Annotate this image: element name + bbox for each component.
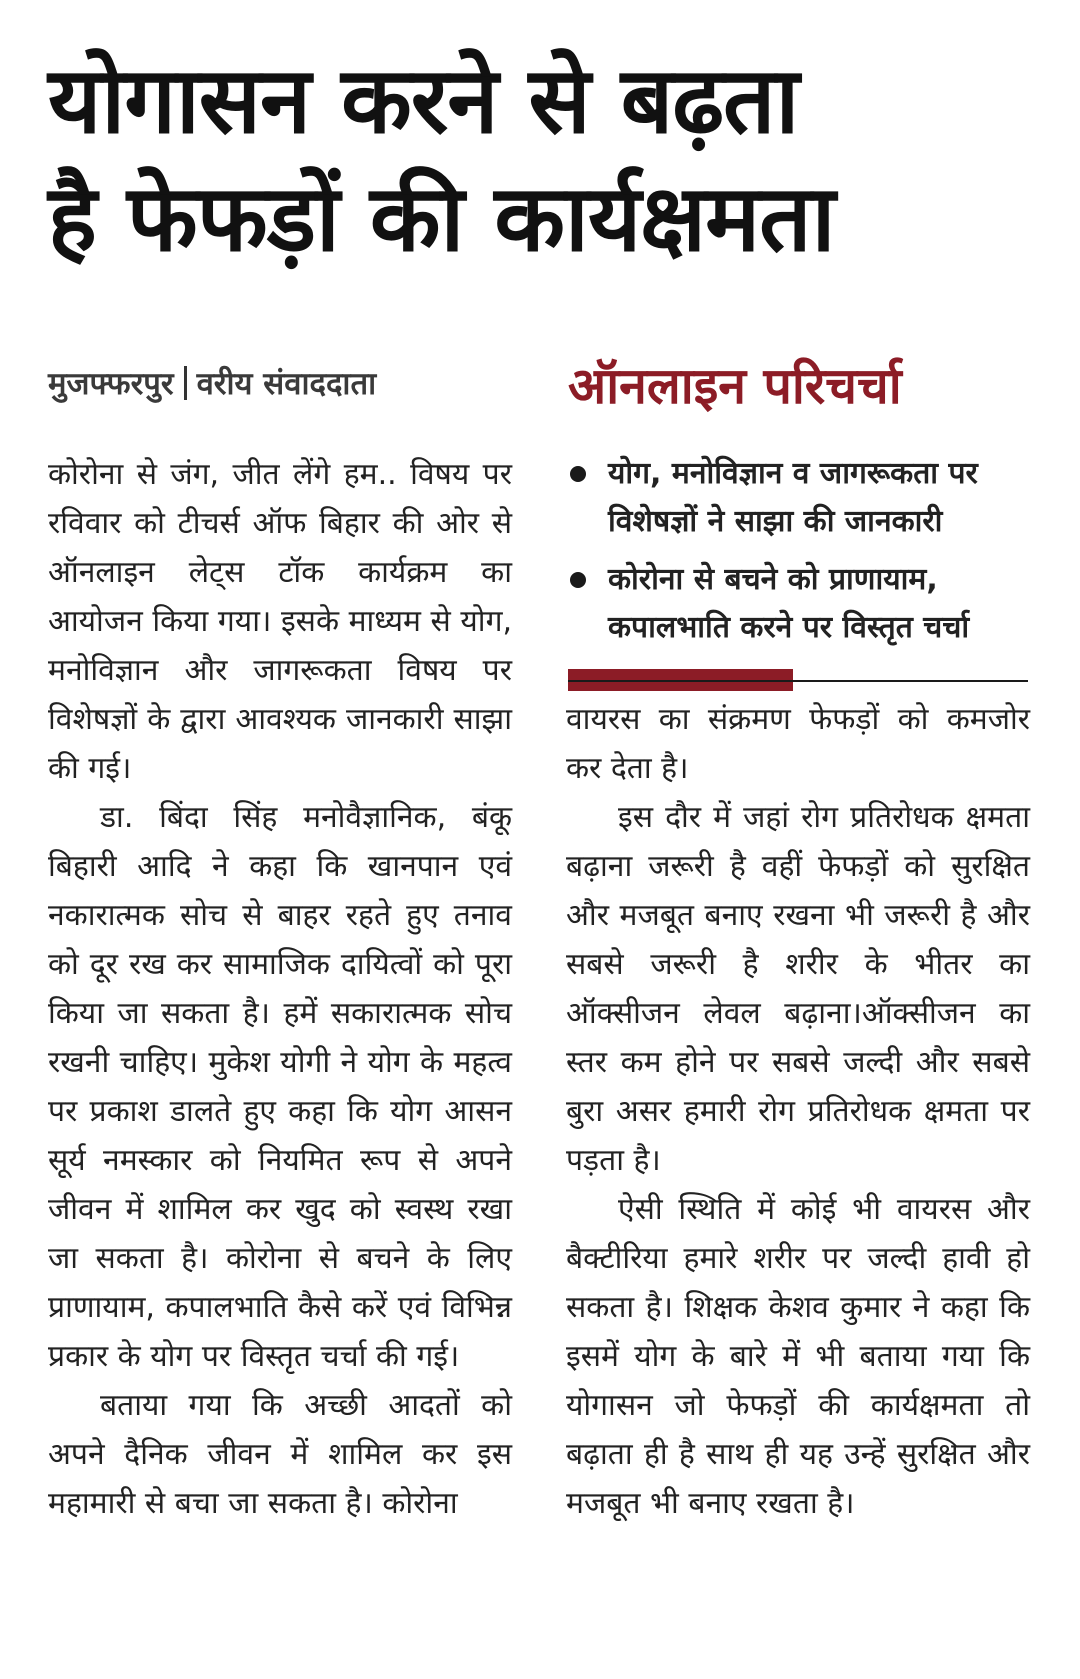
section-divider bbox=[568, 680, 1028, 682]
body-paragraph: डा. बिंदा सिंह मनोवैज्ञानिक, बंकू बिहारी आदि ने कहा कि खानपान एवं नकारात्मक सोच से बाहर रहते हुए तनाव को दूर रख कर सामाजिक दायित्वों को पूरा किया जा सकता है। हमें सकारात्मक सोच रखनी चाहिए। मुकेश योगी ने योग के महत्व पर प्रकाश डालते हुए कहा कि योग आसन सूर्य नमस्कार को नियमित रूप से अपने जीवन में शामिल कर खुद को स्वस्थ रखा जा सकता है। कोरोना से बचने के लिए प्राणायाम, कपालभाति कैसे करें एवं विभिन्न प्रकार के योग पर विस्तृत चर्चा की गई। bbox=[48, 800, 512, 1374]
bullet-icon bbox=[570, 466, 586, 482]
section-label: ऑनलाइन परिचर्चा bbox=[568, 357, 902, 415]
highlights-list bbox=[568, 450, 1046, 662]
body-paragraph: कोरोना से जंग, जीत लेंगे हम.. विषय पर रविवार को टीचर्स ऑफ बिहार की ओर से ऑनलाइन लेट्स टॉक कार्यक्रम का आयोजन किया गया। इसके माध्यम से योग, मनोविज्ञान और जागरूकता विषय पर विशेषज्ञों के द्वारा आवश्यक जानकारी साझा की गई। bbox=[48, 457, 512, 786]
highlight-text: योग, मनोविज्ञान व जागरूकता पर विशेषज्ञों ने साझा की जानकारी bbox=[608, 456, 978, 539]
right-column bbox=[566, 695, 1030, 1528]
headline-line-2: है फेफड़ों की कार्यक्षमता bbox=[48, 164, 835, 272]
headline bbox=[48, 42, 1048, 278]
body-paragraph: ऐसी स्थिति में कोई भी वायरस और बैक्टीरिया हमारे शरीर पर जल्दी हावी हो सकता है। शिक्षक केशव कुमार ने कहा कि इसमें योग के बारे में भी बताया गया कि योगासन जो फेफड़ों की कार्यक्षमता तो बढ़ाता ही है साथ ही यह उन्हें सुरक्षित और मजबूत भी बनाए रखता है। bbox=[566, 1192, 1030, 1521]
dateline: मुजफ्फरपुर bbox=[48, 366, 174, 402]
headline-line-1: योगासन करने से बढ़ता bbox=[48, 47, 799, 154]
left-column bbox=[48, 450, 512, 1528]
highlight-text: कोरोना से बचने को प्राणायाम, कपालभाति करने पर विस्तृत चर्चा bbox=[608, 562, 970, 645]
byline-separator bbox=[184, 366, 187, 400]
body-paragraph: बताया गया कि अच्छी आदतों को अपने दैनिक जीवन में शामिल कर इस महामारी से बचा जा सकता है। कोरोना bbox=[48, 1388, 512, 1521]
highlight-item bbox=[568, 450, 1046, 546]
byline bbox=[48, 362, 528, 404]
body-paragraph: वायरस का संक्रमण फेफड़ों को कमजोर कर देता है। bbox=[566, 702, 1030, 786]
bullet-icon bbox=[570, 572, 586, 588]
reporter: वरीय संवाददाता bbox=[196, 366, 377, 402]
highlight-item bbox=[568, 556, 1046, 652]
body-paragraph: इस दौर में जहां रोग प्रतिरोधक क्षमता बढ़ाना जरूरी है वहीं फेफड़ों को सुरक्षित और मजबूत बनाए रखना भी जरूरी है और सबसे जरूरी है शरीर के भीतर का ऑक्सीजन लेवल बढ़ाना।ऑक्सीजन का स्तर कम होने पर सबसे जल्दी और सबसे बुरा असर हमारी रोग प्रतिरोधक क्षमता पर पड़ता है। bbox=[566, 800, 1030, 1178]
